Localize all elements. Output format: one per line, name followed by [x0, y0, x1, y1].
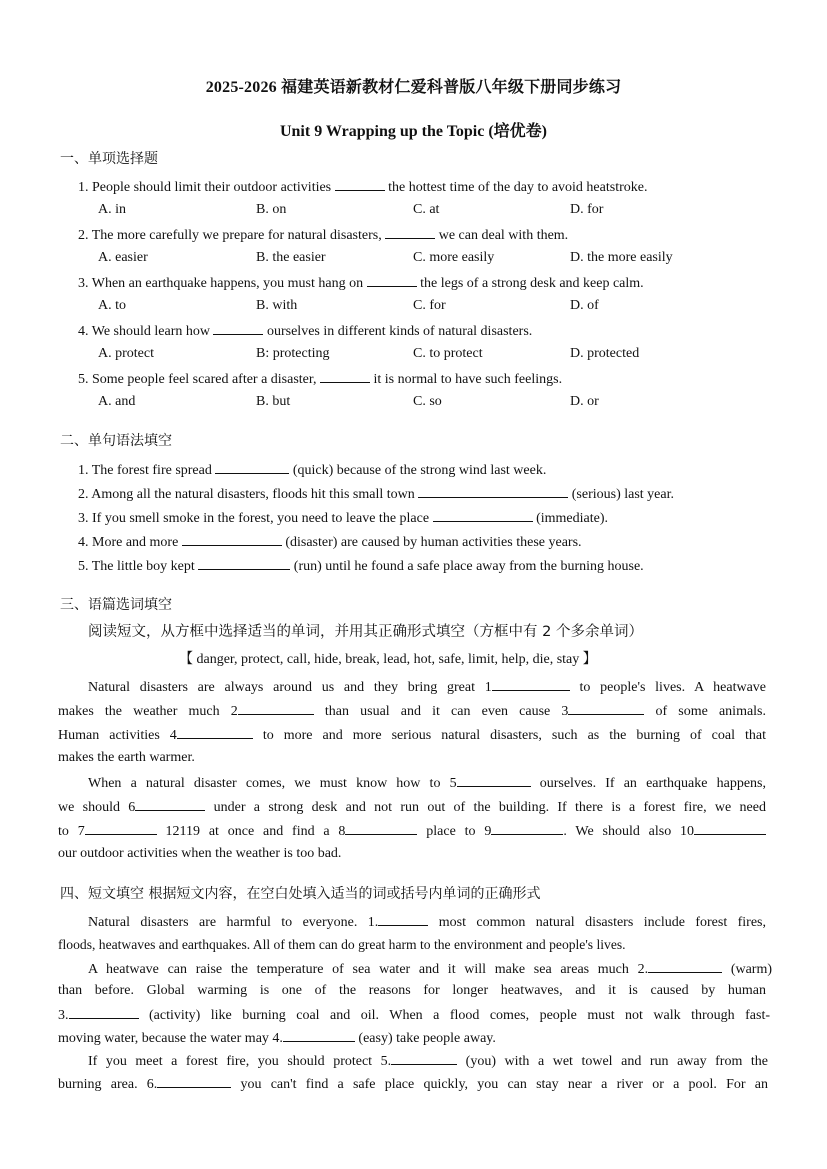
option-a[interactable]: A. in — [98, 202, 126, 217]
passage-line: to 7 12119 at once and find a 8 place to 9 . We should also 10 — [58, 821, 766, 841]
passage-line: 3. (activity) like burning coal and oil. When a flood comes, people must not walk through fast- — [58, 1005, 770, 1025]
question-3: 3. When an earthquake happens, you must hang on the legs of a strong desk and keep calm. — [78, 273, 644, 293]
option-b[interactable]: B. with — [256, 298, 298, 313]
option-c[interactable]: C. to protect — [413, 346, 483, 361]
question-2: 2. The more carefully we prepare for natural disasters, we can deal with them. — [78, 225, 568, 245]
answer-blank[interactable] — [492, 677, 570, 691]
answer-blank[interactable] — [213, 321, 263, 335]
passage-line: Natural disasters are harmful to everyone. 1. most common natural disasters include forest fires, — [88, 912, 766, 932]
answer-blank[interactable] — [69, 1005, 139, 1019]
grammar-item-2: 2. Among all the natural disasters, floods hit this small town (serious) last year. — [78, 484, 674, 504]
answer-blank[interactable] — [320, 369, 370, 383]
passage-line: floods, heatwaves and earthquakes. All of them can do great harm to the environment and people's lives. — [58, 937, 626, 952]
option-b[interactable]: B. the easier — [256, 250, 326, 265]
answer-blank[interactable] — [391, 1051, 457, 1065]
question-4: 4. We should learn how ourselves in different kinds of natural disasters. — [78, 321, 532, 341]
answer-blank[interactable] — [568, 701, 644, 715]
passage-line: makes the earth warmer. — [58, 750, 195, 765]
answer-blank[interactable] — [648, 959, 722, 973]
worksheet-title: 2025-2026 福建英语新教材仁爱科普版八年级下册同步练习 — [205, 79, 622, 96]
passage-line: Human activities 4 to more and more serious natural disasters, such as the burning of coal that — [58, 725, 766, 745]
answer-blank[interactable] — [491, 821, 563, 835]
passage-line: our outdoor activities when the weather is too bad. — [58, 846, 342, 861]
grammar-item-4: 4. More and more (disaster) are caused by human activities these years. — [78, 532, 582, 552]
answer-blank[interactable] — [694, 821, 766, 835]
section1-heading: 一、单项选择题 — [60, 151, 158, 167]
option-d[interactable]: D. protected — [570, 346, 640, 361]
option-c[interactable]: C. more easily — [413, 250, 495, 265]
passage-line: moving water, because the water may 4. (easy) take people away. — [58, 1028, 496, 1048]
answer-blank[interactable] — [198, 556, 290, 570]
question-1: 1. People should limit their outdoor activities the hottest time of the day to avoid heatstroke. — [78, 177, 647, 197]
answer-blank[interactable] — [157, 1074, 231, 1088]
question-5: 5. Some people feel scared after a disaster, it is normal to have such feelings. — [78, 369, 562, 389]
section2-heading: 二、单句语法填空 — [60, 433, 172, 449]
word-box: 【 danger, protect, call, hide, break, lead, hot, safe, limit, help, die, stay 】 — [179, 652, 597, 667]
passage-line: burning area. 6. you can't find a safe place quickly, you can stay near a river or a pool. For an — [58, 1074, 768, 1094]
answer-blank[interactable] — [367, 273, 417, 287]
passage-line: When a natural disaster comes, we must know how to 5 ourselves. If an earthquake happens, — [88, 773, 766, 793]
worksheet-subtitle: Unit 9 Wrapping up the Topic (培优卷) — [279, 123, 548, 140]
option-b[interactable]: B. on — [256, 202, 287, 217]
passage-line: than before. Global warming is one of the reasons for longer heatwaves, and it is caused by human — [58, 983, 766, 998]
option-a[interactable]: A. to — [98, 298, 126, 313]
option-a[interactable]: A. easier — [98, 250, 148, 265]
option-c[interactable]: C. so — [413, 394, 442, 409]
grammar-item-3: 3. If you smell smoke in the forest, you need to leave the place (immediate). — [78, 508, 608, 528]
option-d[interactable]: D. or — [570, 394, 599, 409]
section4-heading: 四、短文填空 根据短文内容，在空白处填入适当的词或括号内单词的正确形式 — [60, 886, 541, 902]
answer-blank[interactable] — [433, 508, 533, 522]
answer-blank[interactable] — [283, 1028, 355, 1042]
passage-line: A heatwave can raise the temperature of sea water and it will make sea areas much 2. (warm) — [88, 959, 772, 979]
answer-blank[interactable] — [345, 821, 417, 835]
passage-line: makes the weather much 2 than usual and it can even cause 3 of some animals. — [58, 701, 766, 721]
option-a[interactable]: A. protect — [98, 346, 154, 361]
answer-blank[interactable] — [182, 532, 282, 546]
grammar-item-5: 5. The little boy kept (run) until he found a safe place away from the burning house. — [78, 556, 644, 576]
passage-line: If you meet a forest fire, you should protect 5. (you) with a wet towel and run away from the — [88, 1051, 768, 1071]
section3-heading: 三、语篇选词填空 — [60, 597, 172, 613]
answer-blank[interactable] — [238, 701, 314, 715]
option-d[interactable]: D. for — [570, 202, 604, 217]
option-d[interactable]: D. of — [570, 298, 599, 313]
answer-blank[interactable] — [457, 773, 531, 787]
grammar-item-1: 1. The forest fire spread (quick) because of the strong wind last week. — [78, 460, 546, 480]
option-c[interactable]: C. for — [413, 298, 446, 313]
answer-blank[interactable] — [85, 821, 157, 835]
answer-blank[interactable] — [385, 225, 435, 239]
passage-line: we should 6 under a strong desk and not run out of the building. If there is a forest fire, we need — [58, 797, 766, 817]
answer-blank[interactable] — [177, 725, 253, 739]
answer-blank[interactable] — [135, 797, 205, 811]
option-b[interactable]: B: protecting — [256, 346, 330, 361]
answer-blank[interactable] — [215, 460, 289, 474]
option-b[interactable]: B. but — [256, 394, 291, 409]
option-d[interactable]: D. the more easily — [570, 250, 673, 265]
answer-blank[interactable] — [335, 177, 385, 191]
section3-instruction: 阅读短文，从方框中选择适当的单词，并用其正确形式填空（方框中有 2 个多余单词） — [88, 624, 643, 640]
option-a[interactable]: A. and — [98, 394, 136, 409]
option-c[interactable]: C. at — [413, 202, 440, 217]
answer-blank[interactable] — [418, 484, 568, 498]
passage-line: Natural disasters are always around us and they bring great 1 to people's lives. A heatwave — [88, 677, 766, 697]
answer-blank[interactable] — [378, 912, 428, 926]
